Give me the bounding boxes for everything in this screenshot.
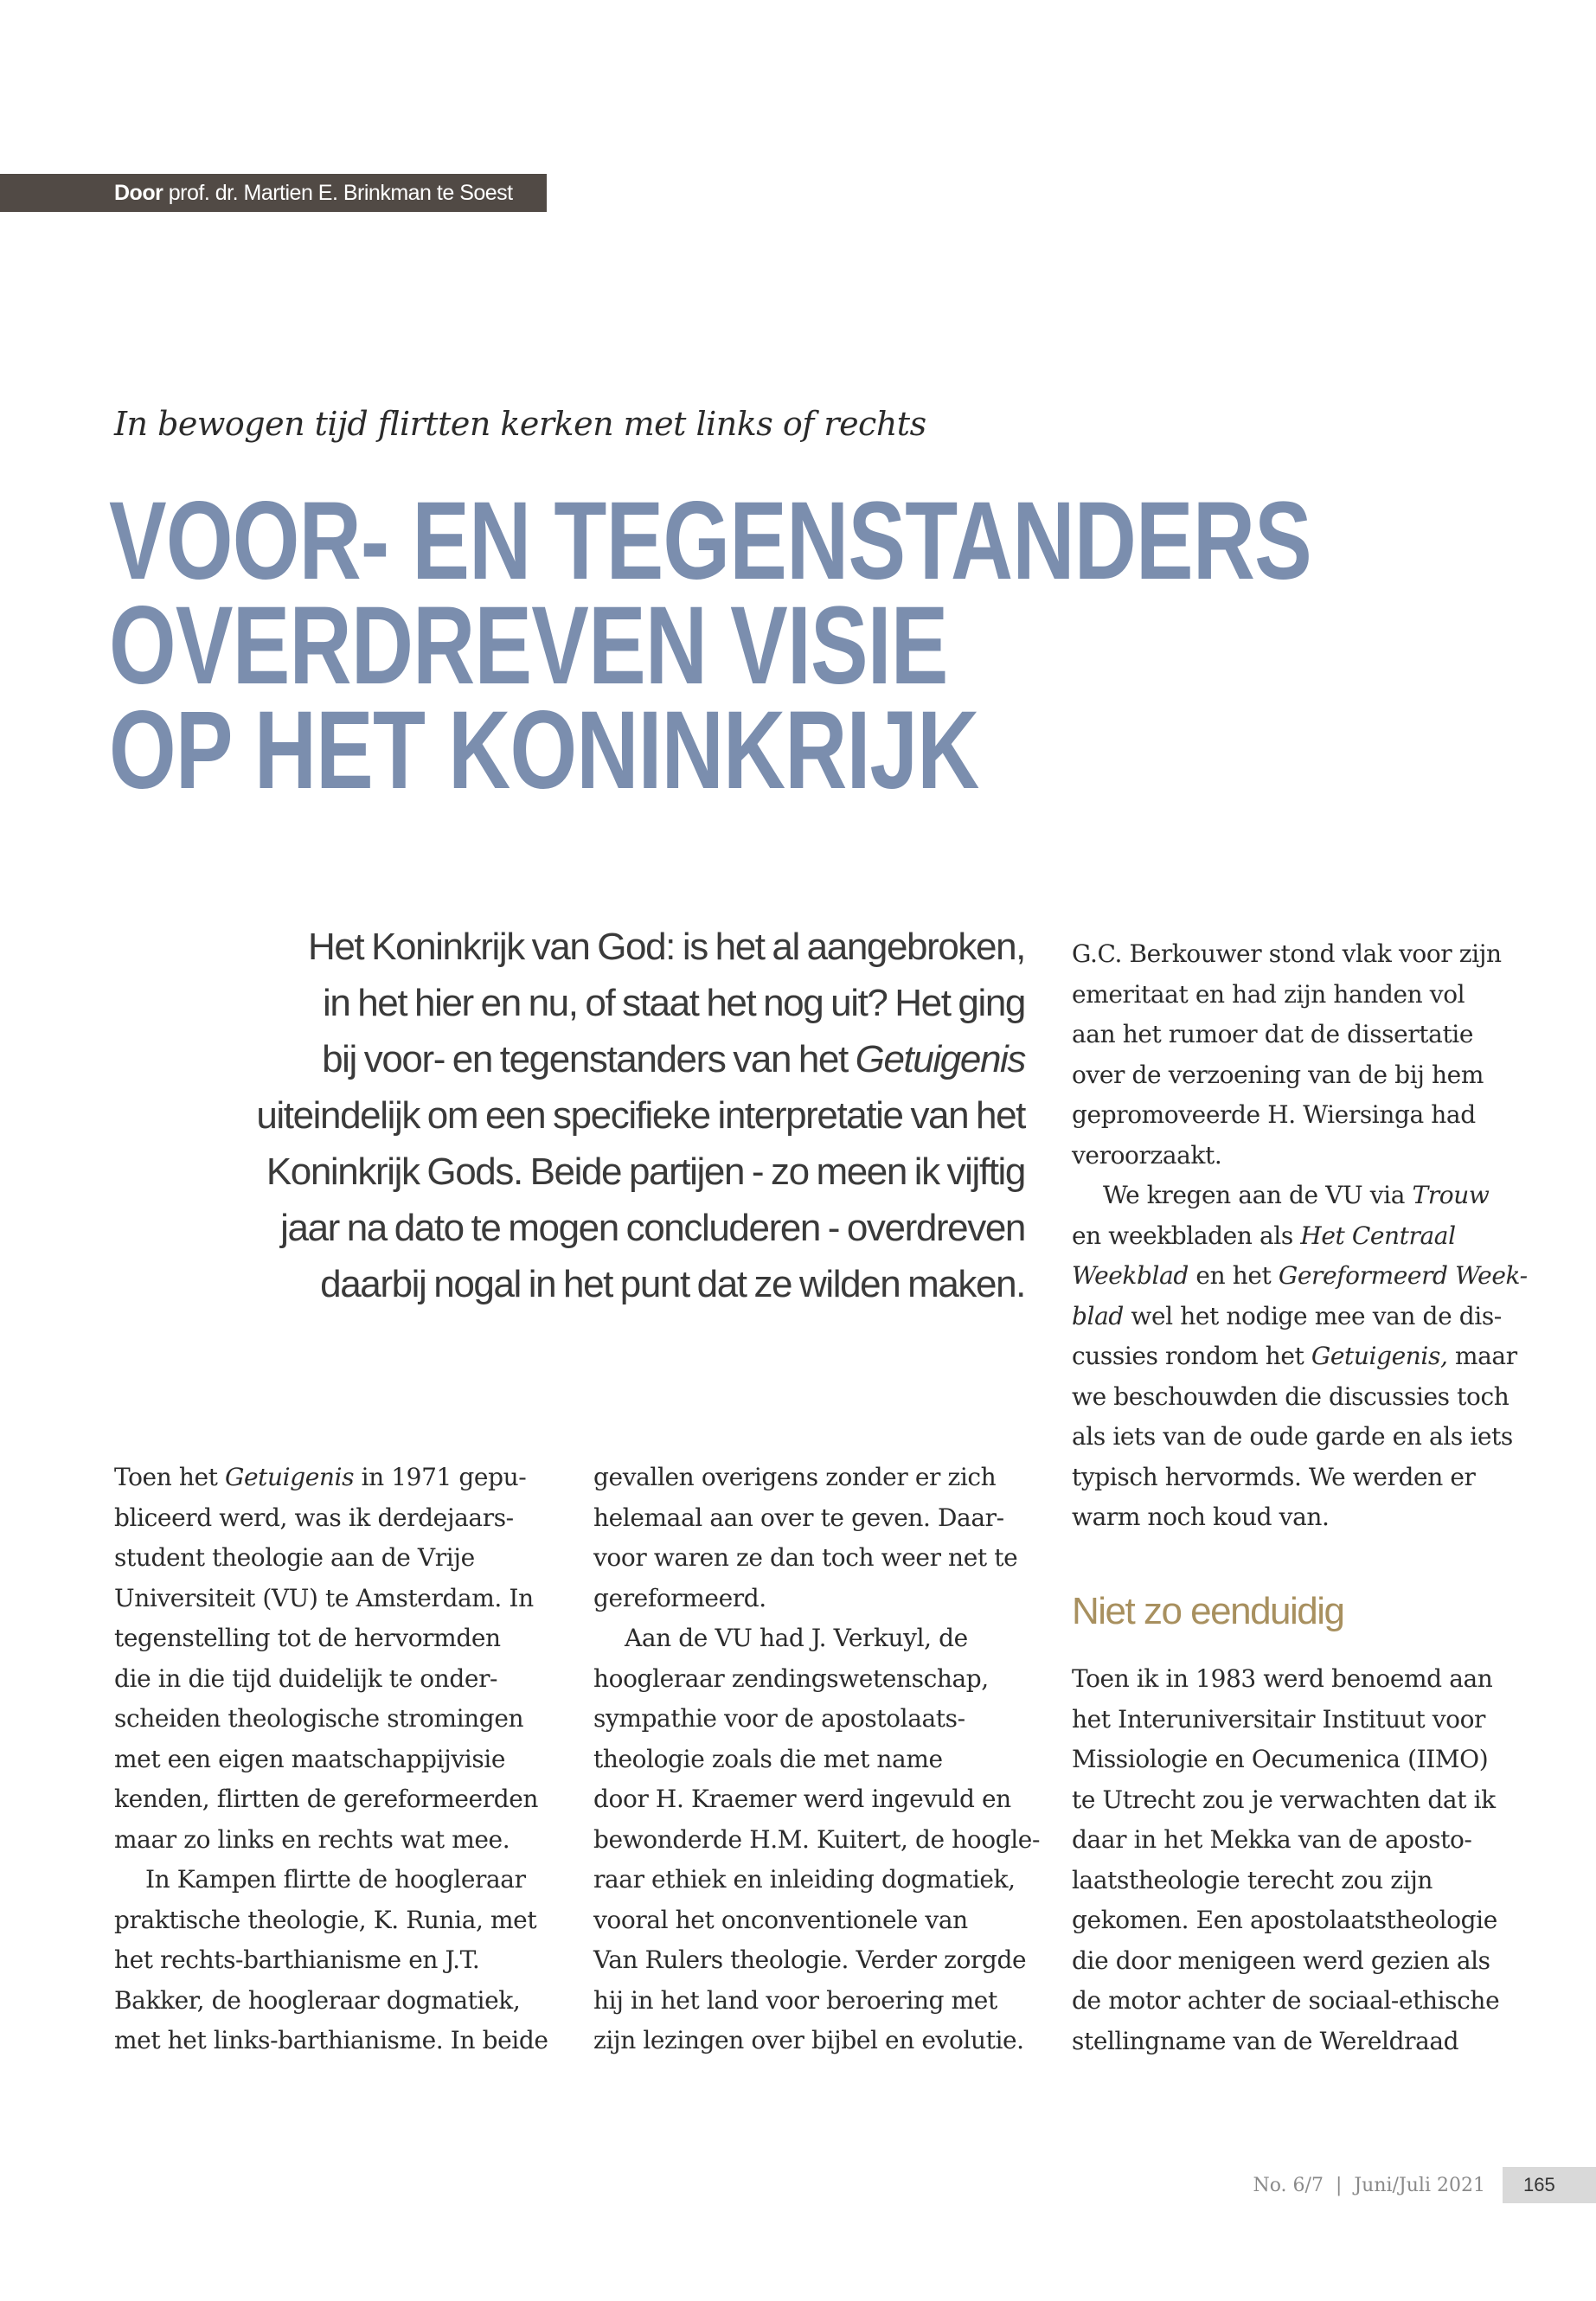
body-line: die door menigeen werd gezien als xyxy=(1072,1945,1490,1975)
body-line xyxy=(1072,1336,1522,1377)
body-line xyxy=(1072,1256,1528,1297)
body-line xyxy=(114,1458,564,1498)
body-line: typisch hervormds. We werden er xyxy=(1072,1462,1476,1491)
body-line: we beschouwden die discussies toch xyxy=(1072,1381,1509,1411)
body-line: raar ethiek en inleiding dogmatiek, xyxy=(593,1865,1016,1894)
body-line: hoogleraar zendingswetenschap, xyxy=(593,1663,989,1693)
body-line: G.C. Berkouwer stond vlak voor zijn xyxy=(1072,939,1502,968)
italic-run: Trouw xyxy=(1412,1181,1490,1209)
body-line: Aan de VU had J. Verkuyl, de xyxy=(625,1624,968,1652)
body-line: maar zo links en rechts wat mee. xyxy=(114,1824,510,1854)
body-line: scheiden theologische stromingen xyxy=(114,1704,524,1733)
body-line: over de verzoening van de bij hem xyxy=(1072,1060,1484,1089)
column-3-top xyxy=(1072,934,1528,1538)
body-line: die in die tijd duidelijk te onder- xyxy=(114,1663,498,1693)
body-line: voor waren ze dan toch weer net te xyxy=(593,1543,1018,1572)
byline-prefix: Door xyxy=(114,181,163,205)
body-line: gekomen. Een apostolaatstheologie xyxy=(1072,1906,1497,1934)
page-number: 165 xyxy=(1503,2167,1596,2203)
body-line: praktische theologie, K. Runia, met xyxy=(114,1905,537,1934)
kicker: In bewogen tijd flirtten kerken met links of rechts xyxy=(114,405,926,443)
byline-bar xyxy=(0,174,547,212)
intro-line: uiteindelijk om een specifieke interpretatie van het xyxy=(256,1094,1025,1137)
byline-author: prof. dr. Martien E. Brinkman te Soest xyxy=(168,181,513,205)
body-line: door H. Kraemer werd ingevuld en xyxy=(593,1785,1011,1813)
body-line: gevallen overigens zonder er zich xyxy=(593,1463,997,1491)
body-line: kenden, flirtten de gereformeerden xyxy=(114,1785,539,1813)
body-line: zijn lezingen over bijbel en evolutie. xyxy=(593,2026,1024,2054)
body-line xyxy=(1072,1176,1522,1216)
body-line: met het links-barthianisme. In beide xyxy=(114,2026,548,2054)
body-line: Missiologie en Oecumenica (IIMO) xyxy=(1072,1745,1489,1773)
text-run: bij voor- en tegenstanders van het xyxy=(322,1038,856,1080)
body-line: gepromoveerde H. Wiersinga had xyxy=(1072,1100,1476,1129)
body-line: Universiteit (VU) te Amsterdam. In xyxy=(114,1583,534,1612)
text-run: in 1971 gepu- xyxy=(354,1463,527,1491)
text-run: We kregen aan de VU via xyxy=(1103,1181,1413,1209)
italic-run: Getuigenis xyxy=(225,1463,355,1491)
intro-line xyxy=(242,1031,1025,1087)
body-line: de motor achter de sociaal-ethische xyxy=(1072,1986,1500,2015)
intro-line: in het hier en nu, of staat het nog uit? Het ging xyxy=(322,982,1025,1024)
italic-run: Getuigenis xyxy=(855,1038,1025,1080)
headline-line: OVERDREVEN VISIE xyxy=(109,584,948,708)
body-line: stellingname van de Wereldraad xyxy=(1072,2026,1459,2055)
italic-run: blad xyxy=(1072,1301,1124,1330)
intro-paragraph xyxy=(242,919,1025,1312)
body-line: Van Rulers theologie. Verder zorgde xyxy=(593,1945,1027,1974)
body-line: student theologie aan de Vrije xyxy=(114,1543,475,1572)
text-run: cussies rondom het xyxy=(1072,1342,1311,1370)
text-run: maar xyxy=(1447,1342,1517,1370)
body-line: veroorzaakt. xyxy=(1072,1140,1222,1170)
body-line: laatstheologie terecht zou zijn xyxy=(1072,1865,1433,1894)
body-line: tegenstelling tot de hervormden xyxy=(114,1624,501,1652)
body-line: het rechts-barthianisme en J.T. xyxy=(114,1945,480,1974)
body-line xyxy=(1072,1216,1522,1257)
body-line: bliceerd werd, was ik derdejaars- xyxy=(114,1503,514,1532)
body-line: als iets van de oude garde en als iets xyxy=(1072,1422,1513,1451)
italic-run: Getuigenis, xyxy=(1311,1342,1448,1370)
column-1 xyxy=(114,1458,564,2061)
page-footer xyxy=(1253,2167,1596,2203)
body-line: aan het rumoer dat de dissertatie xyxy=(1072,1020,1474,1048)
body-line: emeritaat en had zijn handen vol xyxy=(1072,979,1465,1009)
body-line: Bakker, de hoogleraar dogmatiek, xyxy=(114,1985,521,2015)
body-line: sympathie voor de apostolaats- xyxy=(593,1704,965,1733)
headline-line: VOOR- EN TEGENSTANDERS xyxy=(109,479,1311,603)
body-line: vooral het onconventionele van xyxy=(593,1905,968,1934)
text-run: Toen het xyxy=(114,1463,226,1491)
text-run: en het xyxy=(1188,1261,1279,1290)
intro-line: jaar na dato te mogen concluderen - overdreven xyxy=(280,1207,1025,1249)
italic-run: Gereformeerd Week- xyxy=(1278,1261,1528,1290)
column-2 xyxy=(593,1458,1043,2061)
intro-line: daarbij nogal in het punt dat ze wilden maken. xyxy=(320,1263,1025,1305)
intro-line: Koninkrijk Gods. Beide partijen - zo meen ik vijftig xyxy=(266,1150,1025,1193)
text-run: wel het nodige mee van de dis- xyxy=(1123,1301,1502,1330)
body-line: In Kampen flirtte de hoogleraar xyxy=(145,1865,526,1894)
text-run: en weekbladen als xyxy=(1072,1221,1301,1250)
italic-run: Weekblad xyxy=(1072,1261,1189,1290)
section-subhead: Niet zo eenduidig xyxy=(1072,1590,1344,1632)
body-line: helemaal aan over te geven. Daar- xyxy=(593,1503,1004,1532)
body-line: warm noch koud van. xyxy=(1072,1503,1330,1531)
headline-line: OP HET KONINKRIJK xyxy=(109,689,979,812)
body-line: Toen ik in 1983 werd benoemd aan xyxy=(1072,1664,1493,1693)
body-line: te Utrecht zou je verwachten dat ik xyxy=(1072,1785,1496,1814)
body-line: theologie zoals die met name xyxy=(593,1744,943,1773)
body-line: het Interuniversitair Instituut voor xyxy=(1072,1704,1486,1734)
issue-info: No. 6/7 | Juni/Juli 2021 xyxy=(1253,2174,1485,2196)
body-line: bewonderde H.M. Kuitert, de hoogle- xyxy=(593,1824,1041,1854)
italic-run: Het Centraal xyxy=(1300,1221,1456,1250)
body-line: daar in het Mekka van de aposto- xyxy=(1072,1825,1472,1854)
body-line xyxy=(1072,1297,1522,1337)
headline xyxy=(109,479,1311,812)
intro-line: Het Koninkrijk van God: is het al aangebroken, xyxy=(307,926,1025,968)
body-line: gereformeerd. xyxy=(593,1583,766,1612)
column-3-bottom xyxy=(1072,1659,1522,2061)
body-line: hij in het land voor beroering met xyxy=(593,1985,997,2015)
body-line: met een eigen maatschappijvisie xyxy=(114,1744,506,1773)
